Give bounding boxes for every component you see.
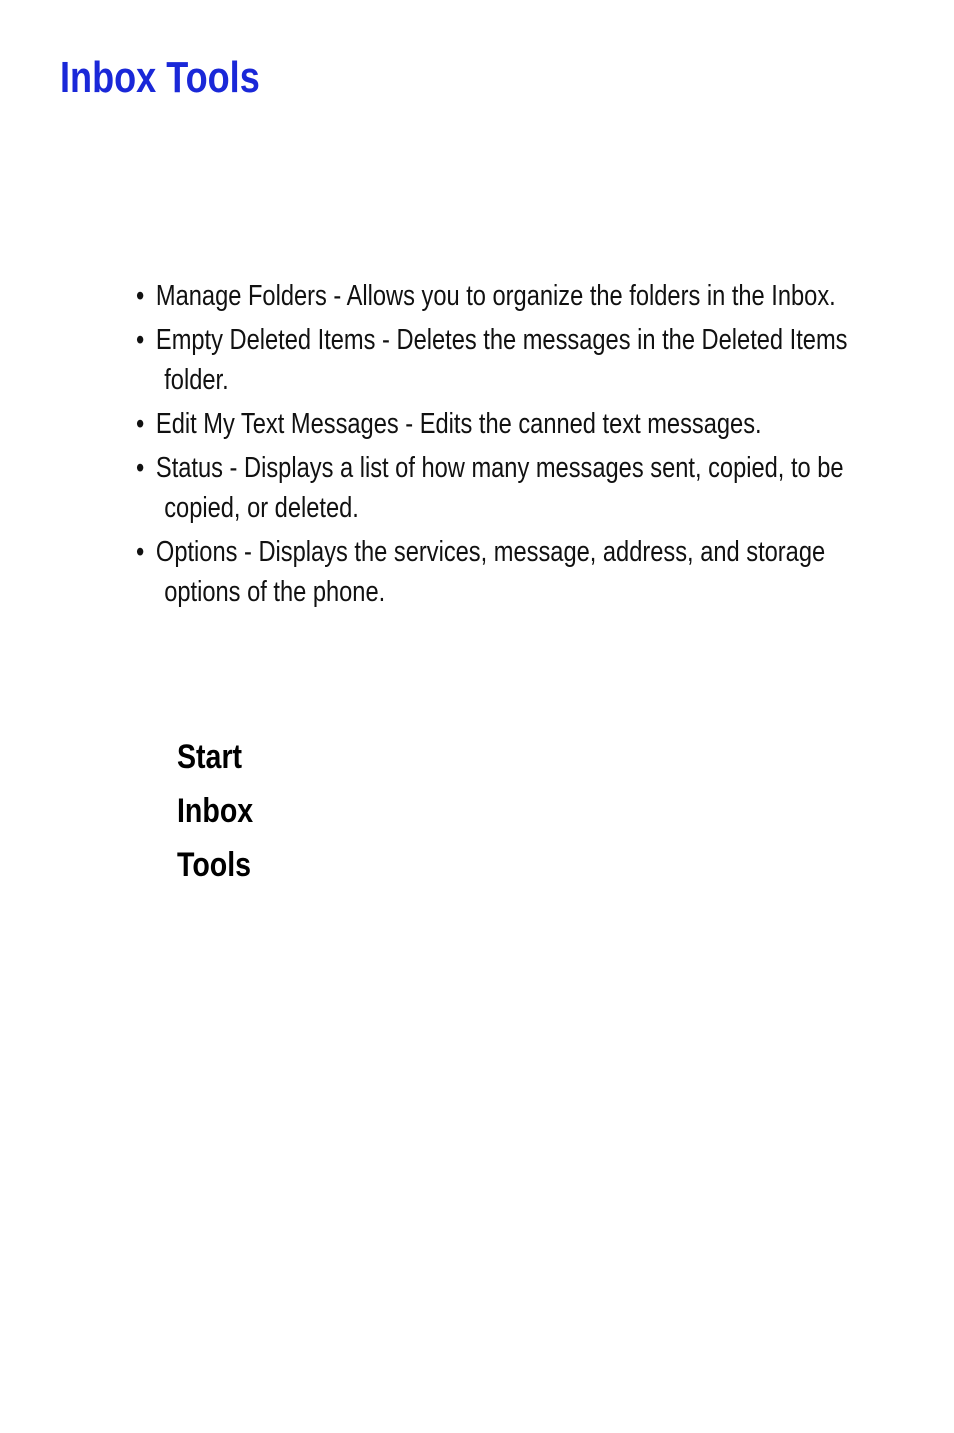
list-item xyxy=(136,448,883,528)
list-item-text: Manage Folders - Allows you to organize the folders in the Inbox. xyxy=(155,280,836,312)
bullet-icon: • xyxy=(136,452,145,484)
list-item xyxy=(136,276,883,316)
list-item-text: Status - Displays a list of how many messages sent, copied, to be copied, or deleted. xyxy=(155,452,844,524)
list-item-text: Edit My Text Messages - Edits the canned text messages. xyxy=(155,408,762,440)
list-item xyxy=(136,532,883,612)
bullet-icon: • xyxy=(136,408,145,440)
navigation-steps xyxy=(177,730,253,892)
bullet-icon: • xyxy=(136,324,145,356)
list-item xyxy=(136,404,883,444)
nav-step-tools: Tools xyxy=(177,846,252,884)
bullet-icon: • xyxy=(136,280,145,312)
list-item-text: Options - Displays the services, message, address, and storage options of the phone. xyxy=(155,536,826,608)
page-title: Inbox Tools xyxy=(60,53,260,102)
list-item xyxy=(136,320,883,400)
nav-step-start: Start xyxy=(177,738,243,776)
list-item-text: Empty Deleted Items - Deletes the messages in the Deleted Items folder. xyxy=(155,324,848,396)
nav-step-inbox: Inbox xyxy=(177,792,254,830)
tools-bullet-list xyxy=(136,276,883,616)
bullet-icon: • xyxy=(136,536,145,568)
